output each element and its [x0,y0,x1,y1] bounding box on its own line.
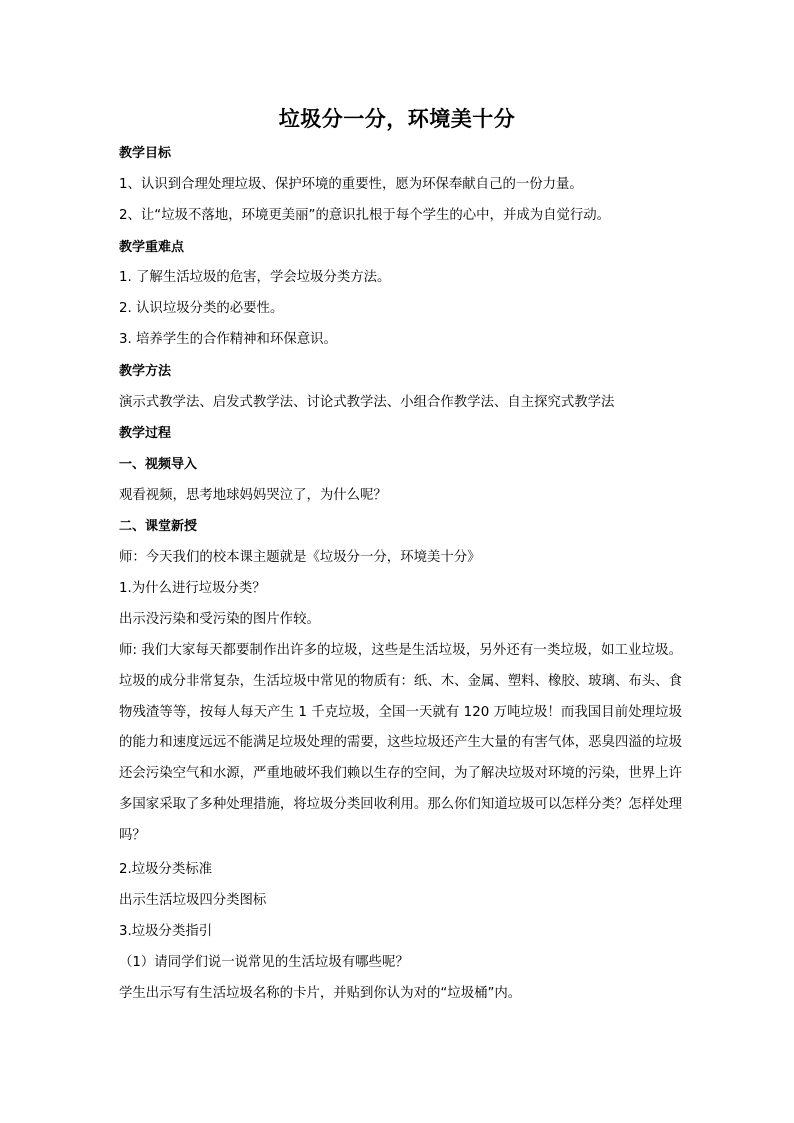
question-2-text: 出示生活垃圾四分类图标 [119,893,267,908]
question-1-text: 出示没污染和受污染的图片作较。 [119,612,320,627]
key-point-1: 1. 了解生活垃圾的危害，学会垃圾分类方法。 [119,270,391,285]
document-title: 垃圾分一分，环境美十分 [278,107,516,131]
question-3: 3.垃圾分类指引 [119,924,213,939]
methods-text: 演示式教学法、启发式教学法、讨论式教学法、小组合作教学法、自主探究式教学法 [119,395,615,410]
question-2: 2.垃圾分类标准 [119,862,213,877]
section-1-heading: 一、视频导入 [119,457,198,472]
goal-item-1: 1、认识到合理处理垃圾、保护环境的重要性，愿为环保奉献自己的一份力量。 [119,177,583,192]
key-points-heading: 教学重难点 [119,240,185,255]
process-heading: 教学过程 [119,426,172,441]
teacher-paragraph: 师: 我们大家每天都要制作出许多的垃圾，这些是生活垃圾，另外还有一类垃圾，如工业垃圾。垃圾的成分非常复杂，生活垃圾中常见的物质有：纸、木、金属、塑料、橡胶、玻璃、布头、食物残渣等等，按每人每天产生 1 千克垃圾，全国一天就有 120 万吨垃圾！而我国目前处理垃圾的能力和速度远远不能满足垃圾处理的需要，这些垃圾还产生大量的有害气体，恶臭四溢的垃圾还会污染空气和水源，严重地破坏我们赖以生存的空间，为了解决垃圾对环境的污染，世界上许多国家采取了多种处理措施，将垃圾分类回收利用。那么你们知道垃圾可以怎样分类？怎样处理吗？ [119,643,682,843]
teacher-intro: 师：今天我们的校本课主题就是《垃圾分一分，环境美十分》 [119,550,481,565]
question-3-sub: （1）请同学们说一说常见的生活垃圾有哪些呢？ [119,955,409,970]
section-2-heading: 二、课堂新授 [119,519,198,534]
question-3-sub-text: 学生出示写有生活垃圾名称的卡片，并贴到你认为对的“垃圾桶”内。 [119,986,522,1001]
section-1-text: 观看视频，思考地球妈妈哭泣了，为什么呢？ [119,488,387,503]
methods-heading: 教学方法 [119,364,172,379]
key-point-2: 2. 认识垃圾分类的必要性。 [119,301,284,316]
goals-heading: 教学目标 [119,146,172,161]
key-point-3: 3. 培养学生的合作精神和环保意识。 [119,332,337,347]
goal-item-2: 2、让“垃圾不落地，环境更美丽”的意识扎根于每个学生的心中，并成为自觉行动。 [119,208,611,223]
question-1: 1.为什么进行垃圾分类？ [119,581,266,596]
